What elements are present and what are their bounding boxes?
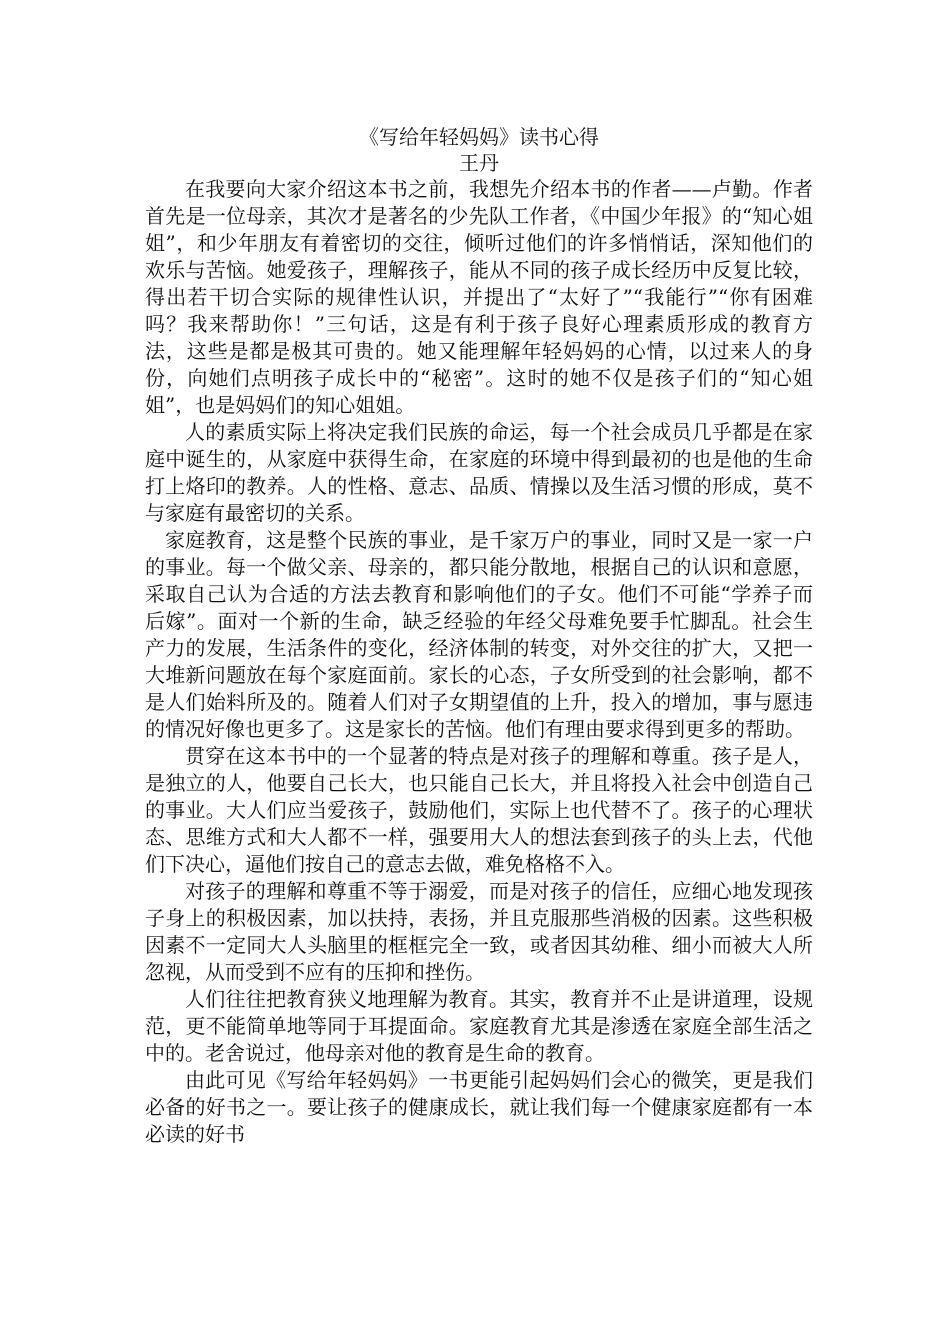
paragraph-not-spoiling: 对孩子的理解和尊重不等于溺爱，而是对孩子的信任，应细心地发现孩子身上的积极因素，加以扶持，表扬，并且克服那些消极的因素。这些积极因素不一定同大人头脑里的框框完全一致，或者因其幼稚、细小而被大人所忽视，从而受到不应有的压抑和挫伤。	[145, 879, 813, 984]
document-author: 王丹	[459, 151, 499, 175]
paragraph-education-meaning: 人们往往把教育狭义地理解为教育。其实，教育并不止是讲道理，设规范，更不能简单地等同于耳提面命。家庭教育尤其是渗透在家庭全部生活之中的。老舍说过，他母亲对他的教育是生命的教育。	[145, 987, 813, 1065]
paragraph-family-education: 家庭教育，这是整个民族的事业，是千家万户的事业，同时又是一家一户的事业。每一个做父亲、母亲的，都只能分散地，根据自己的认识和意愿，采取自己认为合适的方法去教育和影响他们的子女。他们不可能“学养子而后嫁”。面对一个新的生命，缺乏经验的年经父母难免要手忙脚乱。社会生产力的发展，生活条件的变化，经济体制的转变，对外交往的扩大，又把一大堆新问题放在每个家庭面前。家长的心态，子女所受到的社会影响，都不是人们始料所及的。随着人们对子女期望值的上升，投入的增加，事与愿违的情况好像也更多了。这是家长的苦恼。他们有理由要求得到更多的帮助。	[145, 528, 813, 741]
paragraph-conclusion: 由此可见《写给年轻妈妈》一书更能引起妈妈们会心的微笑，更是我们必备的好书之一。要让孩子的健康成长，就让我们每一个健康家庭都有一本必读的好书	[145, 1068, 813, 1146]
document-title: 《写给年轻妈妈》读书心得	[359, 125, 599, 149]
paragraph-understanding-respect: 贯穿在这本书中的一个显著的特点是对孩子的理解和尊重。孩子是人，是独立的人，他要自己长大，也只能自己长大，并且将投入社会中创造自己的事业。大人们应当爱孩子，鼓励他们，实际上也代替不了。孩子的心理状态、思维方式和大人都不一样，强要用大人的想法套到孩子的头上去，代他们下决心，逼他们按自己的意志去做，难免格格不入。	[145, 744, 813, 876]
document-body	[145, 124, 813, 1148]
paragraph-author-intro: 在我要向大家介绍这本书之前，我想先介绍本书的作者——卢勤。作者首先是一位母亲，其次才是著名的少先队工作者，《中国少年报》的“知心姐姐”，和少年朋友有着密切的交往，倾听过他们的许多悄悄话，深知他们的欢乐与苦恼。她爱孩子，理解孩子，能从不同的孩子成长经历中反复比较，得出若干切合实际的规律性认识，并提出了“太好了”“我能行”“你有困难吗？我来帮助你！”三句话，这是有利于孩子良好心理素质形成的教育方法，这些是都是极其可贵的。她又能理解年轻妈妈的心情，以过来人的身份，向她们点明孩子成长中的“秘密”。这时的她不仅是孩子们的“知心姐姐”，也是妈妈们的知心姐姐。	[145, 177, 813, 417]
paragraph-human-quality: 人的素质实际上将决定我们民族的命运，每一个社会成员几乎都是在家庭中诞生的，从家庭中获得生命，在家庭的环境中得到最初的也是他的生命打上烙印的教养。人的性格、意志、品质、情操以及生活习惯的形成，莫不与家庭有最密切的关系。	[145, 420, 813, 525]
